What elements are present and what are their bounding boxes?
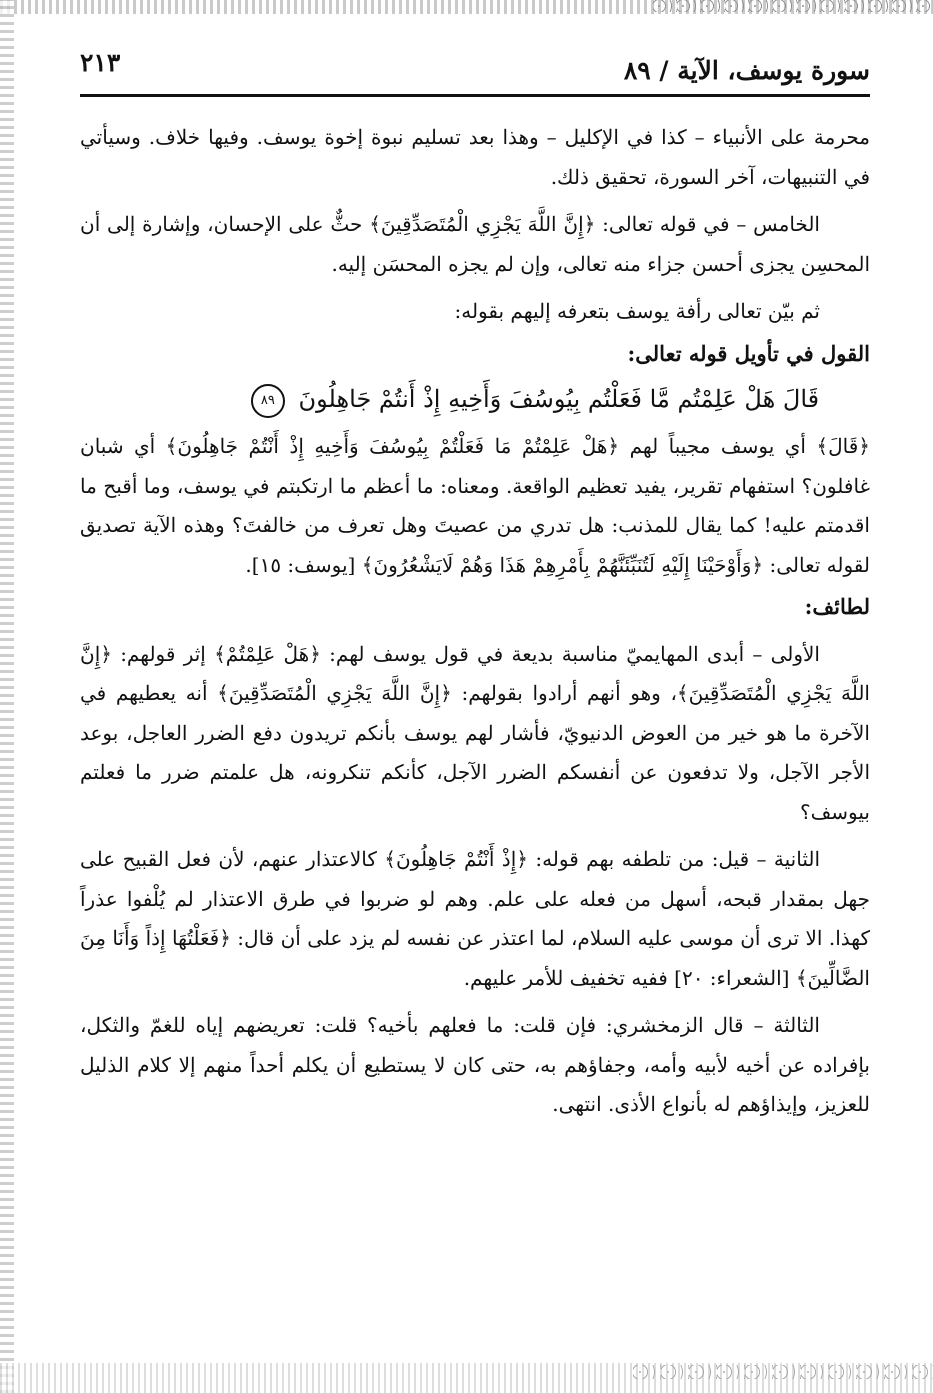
ornamental-border-left [0,0,14,1393]
paragraph-fifth-point: الخامس – في قوله تعالى: ﴿إِنَّ اللَّهَ يَجْزِي الْمُتَصَدِّقِينَ﴾ حثٌّ على الإحسان، وإشارة إلى أن المحسِن يجزى أحسن جزاء منه تعالى، وإن لم يجزه المحسَن إليه. [80,212,870,276]
section-heading-interpretation: القول في تأويل قوله تعالى: [627,340,870,366]
page-header [80,42,870,97]
section-heading-subtleties: لطائف: [804,594,870,619]
verse-text: قَالَ هَلْ عَلِمْتُم مَّا فَعَلْتُم بِيُوسُفَ وَأَخِيهِ إِذْ أَنتُمْ جَاهِلُونَ [298,385,820,413]
paragraph-commentary: ﴿قَالَ﴾ أي يوسف مجيباً لهم ﴿هَلْ عَلِمْتُمْ مَا فَعَلْتُمْ بِيُوسُفَ وَأَخِيهِ إِذْ أَنْتُمْ جَاهِلُونَ﴾ أي شبان غافلون؟ استفهام تقرير، يفيد تعظيم الواقعة. ومعناه: ما أعظم ما ارتكبتم في يوسف، وما أقبح ما اقدمتم عليه! كما يقال للمذنب: هل تدري من عصيتَ وهل تعرف من خالفتَ؟ وهذه الآية تصديق لقوله تعالى: ﴿وَأَوْحَيْنَا إِلَيْهِ لَتُنَبِّئَنَّهُمْ بِأَمْرِهِمْ هَذَا وَهُمْ لَايَشْعُرُونَ﴾ [يوسف: ١٥]. [80,434,870,577]
paragraph-subtlety-third: الثالثة – قال الزمخشري: فإن قلت: ما فعلهم بأخيه؟ قلت: تعريضهم إياه للغمّ والثكل، بإفراده عن أخيه لأبيه وأمه، وجفاؤهم به، حتى كان لا يستطيع أن يكلم أحداً منهم إلا كلام الذليل للعزيز، وإيذاؤهم له بأنواع الأذى. انتهى. [80,1013,870,1116]
running-title: سورة يوسف، الآية / ٨٩ [623,56,870,85]
ayah-number-marker: ٨٩ [251,384,285,418]
paragraph-subtlety-second: الثانية – قيل: من تلطفه بهم قوله: ﴿إِذْ أَنْتُمْ جَاهِلُونَ﴾ كالاعتذار عنهم، لأن فعل القبيح على جهل بمقدار قبحه، أسهل من فعله على علم. وهم لو ضربوا في طرق الاعتذار لم يُلْفوا عذراً كهذا. الا ترى أن موسى عليه السلام، لما اعتذر عن نفسه لم يزد على أن قال: ﴿فَعَلْتُهَا إِذاً وَأَنَا مِنَ الضَّالِّينَ﴾ [الشعراء: ٢٠] ففيه تخفيف للأمر عليهم. [80,847,870,990]
paragraph-transition: ثم بيّن تعالى رأفة يوسف بتعرفه إليهم بقوله: [454,299,820,323]
ornamental-border-bottom [0,1363,933,1393]
paragraph-continuation: محرمة على الأنبياء – كذا في الإكليل – وهذا بعد تسليم نبوة إخوة يوسف. وفيها خلاف. وسيأتي في التنبيهات، آخر السورة، تحقيق ذلك. [80,125,870,189]
ornamental-border-top [0,0,933,14]
quran-verse [80,377,870,421]
page-number: ٢١٣ [80,48,121,77]
page-body [80,118,870,1125]
paragraph-subtlety-first: الأولى – أبدى المهايميّ مناسبة بديعة في قول يوسف لهم: ﴿هَلْ عَلِمْتُمْ﴾ إثر قولهم: ﴿إِنَّ اللَّهَ يَجْزِي الْمُتَصَدِّقِينَ﴾، وهو أنهم أرادوا بقولهم: ﴿إِنَّ اللَّهَ يَجْزِي الْمُتَصَدِّقِينَ﴾ أنه يعطيهم في الآخرة ما هو خير من العوض الدنيويّ، فأشار لهم يوسف بأنكم تريدون دفع الضرر العاجل، بوعد الأجر الآجل، ولا تدفعون عن أنفسكم الضرر الآجل، كأنكم تنكرونه، هل علمتم ضرر ما فعلتم بيوسف؟ [80,641,870,824]
